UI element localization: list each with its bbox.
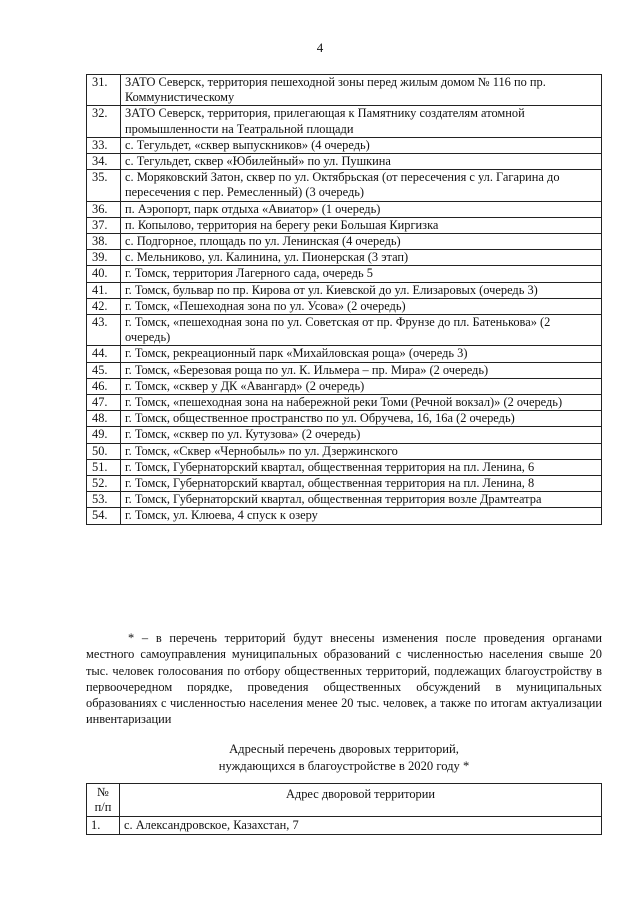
row-text: ЗАТО Северск, территория, прилегающая к Памятнику создателям атомной промышленности на Театральной площади bbox=[121, 106, 602, 137]
row-number: 53. bbox=[87, 492, 121, 508]
row-text: г. Томск, «пешеходная зона на набережной реки Томи (Речной вокзал)» (2 очередь) bbox=[121, 395, 602, 411]
row-text: с. Мельниково, ул. Калинина, ул. Пионерская (3 этап) bbox=[121, 250, 602, 266]
row-number: 35. bbox=[87, 170, 121, 201]
table-row bbox=[87, 201, 602, 217]
table-row bbox=[87, 75, 602, 106]
row-text: с. Тегульдет, «сквер выпускников» (4 очередь) bbox=[121, 137, 602, 153]
table-row bbox=[87, 137, 602, 153]
table-row bbox=[87, 250, 602, 266]
row-number: 32. bbox=[87, 106, 121, 137]
row-text: г. Томск, Губернаторский квартал, общественная территория возле Драмтеатра bbox=[121, 492, 602, 508]
table-row bbox=[87, 817, 602, 835]
row-text: с. Александровское, Казахстан, 7 bbox=[120, 817, 602, 835]
table-row bbox=[87, 315, 602, 346]
row-text: г. Томск, «пешеходная зона по ул. Советская от пр. Фрунзе до пл. Батенькова» (2 очередь) bbox=[121, 315, 602, 346]
table-row bbox=[87, 476, 602, 492]
table-row bbox=[87, 427, 602, 443]
row-text: г. Томск, Губернаторский квартал, общественная территория на пл. Ленина, 6 bbox=[121, 459, 602, 475]
row-number: 40. bbox=[87, 266, 121, 282]
table-row bbox=[87, 298, 602, 314]
table-row bbox=[87, 443, 602, 459]
row-text: г. Томск, рекреационный парк «Михайловская роща» (очередь 3) bbox=[121, 346, 602, 362]
row-number: 33. bbox=[87, 137, 121, 153]
row-number: 46. bbox=[87, 378, 121, 394]
table-row bbox=[87, 346, 602, 362]
table-row bbox=[87, 459, 602, 475]
row-text: с. Моряковский Затон, сквер по ул. Октябрьская (от пересечения с ул. Гагарина до пересечения с пер. Ремесленный) (3 очередь) bbox=[121, 170, 602, 201]
row-number: 41. bbox=[87, 282, 121, 298]
footnote: * – в перечень территорий будут внесены изменения после проведения органами местного самоуправления муниципальных образований с численностью населения свыше 20 тыс. человек голосования по отбору общественных территорий, подлежащих благоустройству в первоочередном порядке, проведения общественных обсуждений в муниципальных образованиях с численностью населения менее 20 тыс. человек, а также по итогам актуализации инвентаризации bbox=[86, 631, 602, 727]
row-text: г. Томск, Губернаторский квартал, общественная территория на пл. Ленина, 8 bbox=[121, 476, 602, 492]
row-text: г. Томск, «Березовая роща по ул. К. Ильмера – пр. Мира» (2 очередь) bbox=[121, 362, 602, 378]
row-text: г. Томск, «сквер у ДК «Авангард» (2 очередь) bbox=[121, 378, 602, 394]
table-row bbox=[87, 170, 602, 201]
row-number: 1. bbox=[87, 817, 120, 835]
row-text: г. Томск, «Пешеходная зона по ул. Усова» (2 очередь) bbox=[121, 298, 602, 314]
table-row bbox=[87, 106, 602, 137]
row-number: 38. bbox=[87, 234, 121, 250]
row-number: 49. bbox=[87, 427, 121, 443]
row-text: с. Тегульдет, сквер «Юбилейный» по ул. Пушкина bbox=[121, 154, 602, 170]
yard-table bbox=[86, 783, 602, 835]
row-number: 42. bbox=[87, 298, 121, 314]
row-number: 45. bbox=[87, 362, 121, 378]
table-row bbox=[87, 508, 602, 524]
table-row bbox=[87, 378, 602, 394]
row-number: 34. bbox=[87, 154, 121, 170]
row-number: 51. bbox=[87, 459, 121, 475]
row-text: ЗАТО Северск, территория пешеходной зоны перед жилым домом № 116 по пр. Коммунистическому bbox=[121, 75, 602, 106]
row-number: 44. bbox=[87, 346, 121, 362]
section-heading bbox=[86, 741, 602, 775]
table-row bbox=[87, 395, 602, 411]
table-row bbox=[87, 282, 602, 298]
row-number: 37. bbox=[87, 217, 121, 233]
table-row bbox=[87, 154, 602, 170]
table-row bbox=[87, 411, 602, 427]
table-row bbox=[87, 234, 602, 250]
row-number: 43. bbox=[87, 315, 121, 346]
territories-table bbox=[86, 74, 602, 525]
table-row bbox=[87, 362, 602, 378]
yard-table-header bbox=[87, 784, 602, 817]
row-number: 54. bbox=[87, 508, 121, 524]
row-text: п. Копылово, территория на берегу реки Большая Киргизка bbox=[121, 217, 602, 233]
row-number: 52. bbox=[87, 476, 121, 492]
row-number: 47. bbox=[87, 395, 121, 411]
row-text: г. Томск, «сквер по ул. Кутузова» (2 очередь) bbox=[121, 427, 602, 443]
heading-line-1: Адресный перечень дворовых территорий, bbox=[229, 742, 459, 756]
table-row bbox=[87, 217, 602, 233]
page-number: 4 bbox=[316, 40, 324, 55]
header-num: № п/п bbox=[87, 784, 120, 817]
row-text: г. Томск, ул. Клюева, 4 спуск к озеру bbox=[121, 508, 602, 524]
row-number: 50. bbox=[87, 443, 121, 459]
row-text: с. Подгорное, площадь по ул. Ленинская (4 очередь) bbox=[121, 234, 602, 250]
row-text: г. Томск, общественное пространство по ул. Обручева, 16, 16а (2 очередь) bbox=[121, 411, 602, 427]
row-number: 39. bbox=[87, 250, 121, 266]
row-number: 48. bbox=[87, 411, 121, 427]
row-text: г. Томск, бульвар по пр. Кирова от ул. Киевской до ул. Елизаровых (очередь 3) bbox=[121, 282, 602, 298]
row-text: п. Аэропорт, парк отдыха «Авиатор» (1 очередь) bbox=[121, 201, 602, 217]
table-row bbox=[87, 492, 602, 508]
heading-line-2: нуждающихся в благоустройстве в 2020 году * bbox=[218, 759, 470, 773]
row-number: 31. bbox=[87, 75, 121, 106]
row-text: г. Томск, территория Лагерного сада, очередь 5 bbox=[121, 266, 602, 282]
table-row bbox=[87, 266, 602, 282]
row-number: 36. bbox=[87, 201, 121, 217]
row-text: г. Томск, «Сквер «Чернобыль» по ул. Дзержинского bbox=[121, 443, 602, 459]
header-address: Адрес дворовой территории bbox=[120, 784, 602, 817]
